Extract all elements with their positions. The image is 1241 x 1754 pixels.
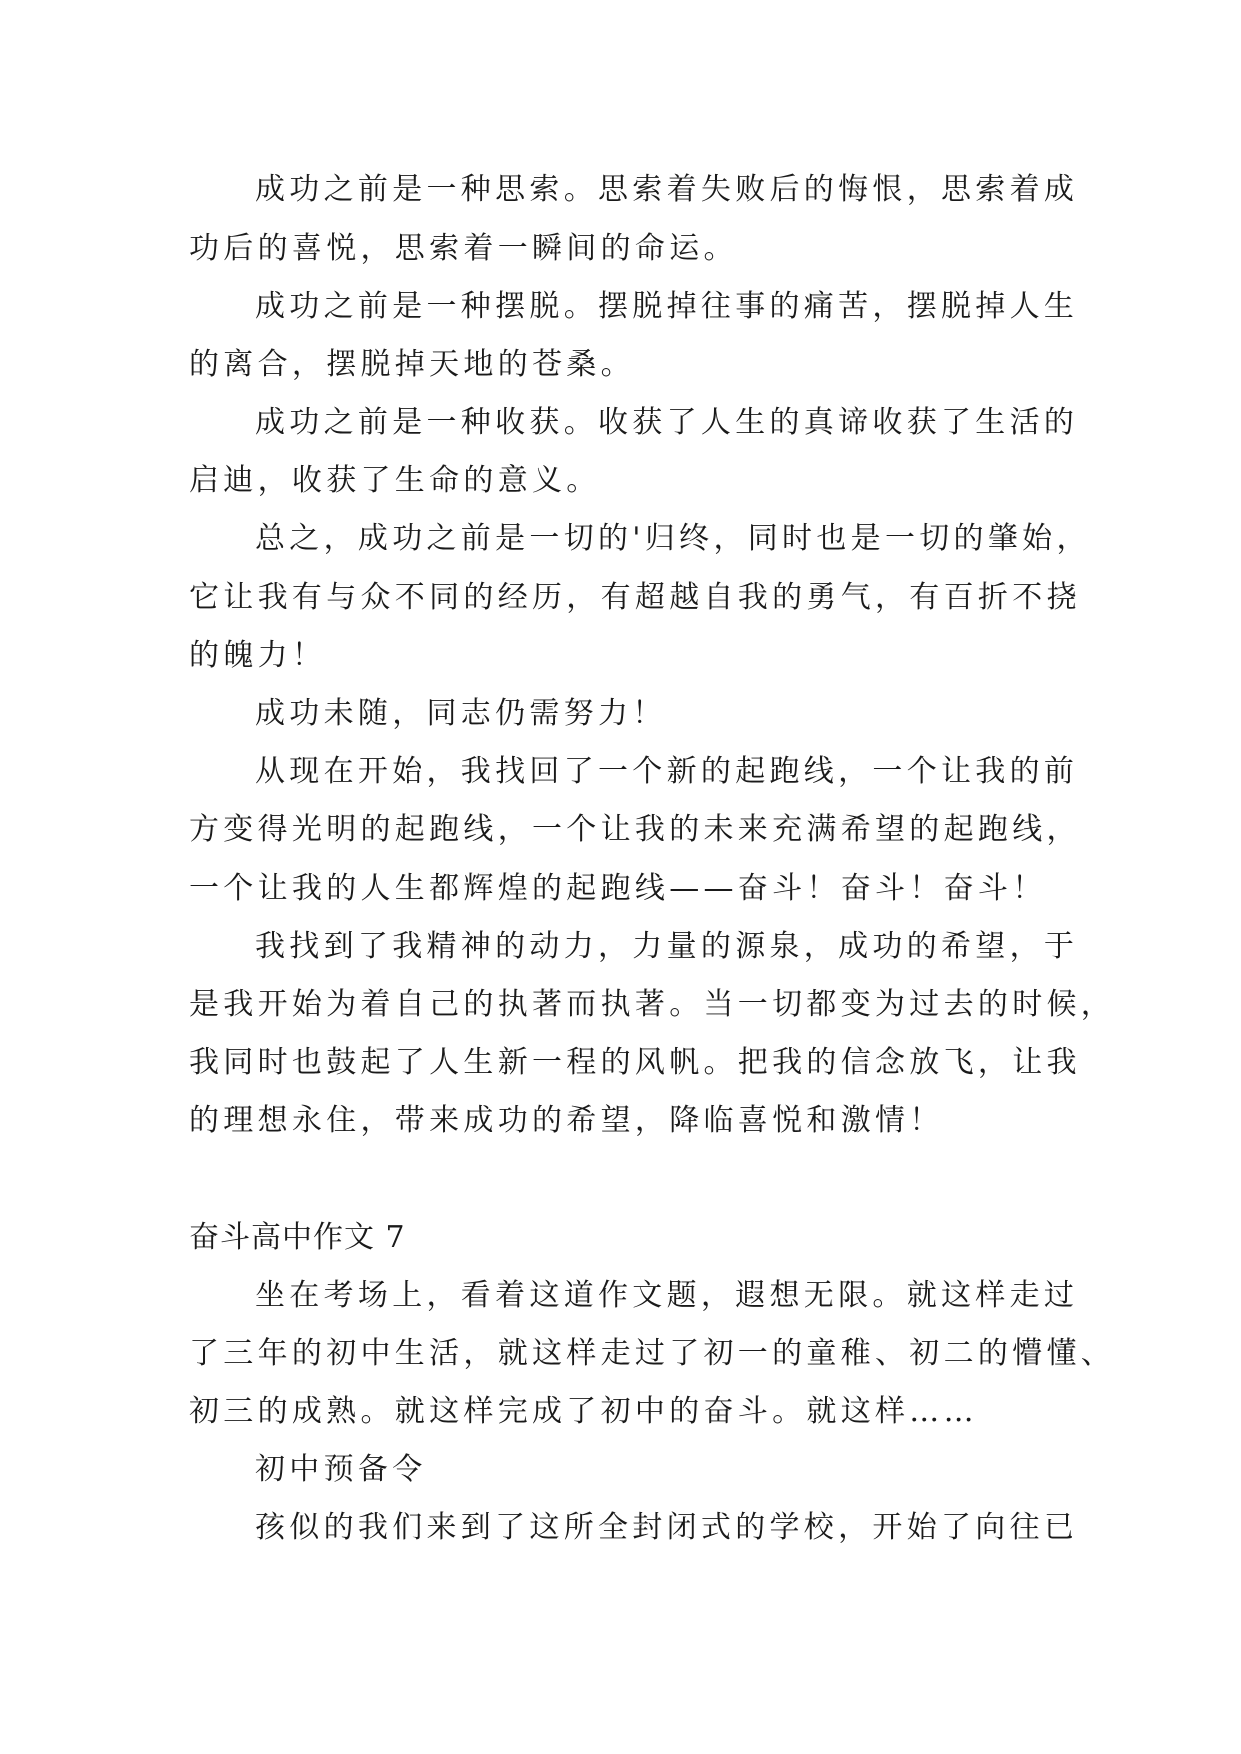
text-line: 孩似的我们来到了这所全封闭式的学校，开始了向往已 xyxy=(255,1510,1079,1545)
text-line: 一个让我的人生都辉煌的起跑线——奋斗！奋斗！奋斗！ xyxy=(189,871,1047,906)
text-line: 我找到了我精神的动力，力量的源泉，成功的希望，于 xyxy=(255,929,1079,964)
section-heading: 奋斗高中作文 7 xyxy=(189,1220,406,1255)
text-line: 了三年的初中生活，就这样走过了初一的童稚、初二的懵懂、 xyxy=(189,1336,1116,1371)
text-line: 初中预备令 xyxy=(255,1452,427,1487)
text-line: 成功未随，同志仍需努力！ xyxy=(255,696,667,731)
text-line: 初三的成熟。就这样完成了初中的奋斗。就这样…… xyxy=(189,1394,978,1429)
text-line: 是我开始为着自己的执著而执著。当一切都变为过去的时候， xyxy=(189,987,1116,1022)
text-line: 成功之前是一种思索。思索着失败后的悔恨，思索着成 xyxy=(255,172,1079,207)
text-line: 的理想永住，带来成功的希望，降临喜悦和激情！ xyxy=(189,1103,944,1138)
text-line: 启迪，收获了生命的意义。 xyxy=(189,463,601,498)
text-line: 坐在考场上，看着这道作文题，遐想无限。就这样走过 xyxy=(255,1278,1079,1313)
text-line: 总之，成功之前是一切的'归终，同时也是一切的肇始， xyxy=(255,521,1091,556)
text-line: 成功之前是一种收获。收获了人生的真谛收获了生活的 xyxy=(255,405,1079,440)
text-line: 功后的喜悦，思索着一瞬间的命运。 xyxy=(189,231,738,266)
text-line: 成功之前是一种摆脱。摆脱掉往事的痛苦，摆脱掉人生 xyxy=(255,289,1079,324)
text-line: 方变得光明的起跑线，一个让我的未来充满希望的起跑线， xyxy=(189,812,1081,847)
text-line: 的离合，摆脱掉天地的苍桑。 xyxy=(189,347,635,382)
text-line: 我同时也鼓起了人生新一程的风帆。把我的信念放飞，让我 xyxy=(189,1045,1081,1080)
text-line: 的魄力！ xyxy=(189,638,327,673)
text-line: 它让我有与众不同的经历，有超越自我的勇气，有百折不挠 xyxy=(189,580,1081,615)
text-line: 从现在开始，我找回了一个新的起跑线，一个让我的前 xyxy=(255,754,1079,789)
